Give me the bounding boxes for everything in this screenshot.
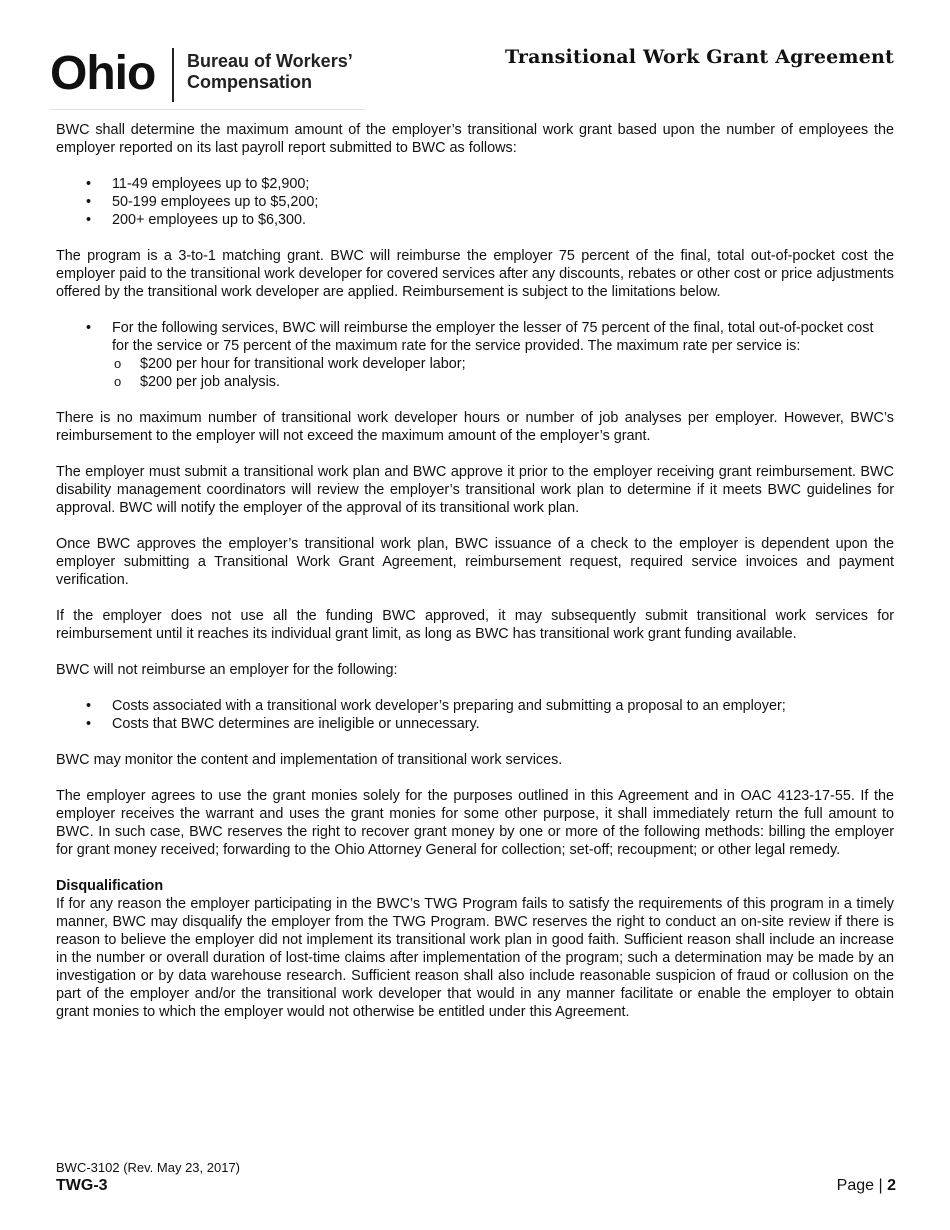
logo-ohio-wordmark: Ohio: [50, 47, 156, 100]
monitor-paragraph: BWC may monitor the content and implementation of transitional work services.: [56, 752, 563, 768]
work-plan-paragraph: The employer must submit a transitional work plan and BWC approve it prior to the employer receiving grant reimbursement. BWC disability management coordinators will review the employer’s transitional work plan to determine if it meets BWC guidelines for approval. BWC will notify the employer of the approval of its transitional work plan.: [56, 464, 894, 516]
logo-line-2: Compensation: [187, 72, 313, 92]
page-header: [0, 0, 950, 115]
disqualification-text: If for any reason the employer participating in the BWC’s TWG Program fails to satisfy the requirements of this program in a timely manner, BWC may disqualify the employer from the TWG Program. BWC reserves the right to conduct an on-site review if there is reason to believe the employer did not implement its transitional work plan in good faith. Sufficient reason shall include an increase in the number or overall duration of lost-time claims after implementation of the program; such a determination may be made by an investigation or by data warehouse research. Sufficient reason shall also include reasonable suspicion of fraud or collusion on the part of the employer and/or the transitional work developer that would in any manner facilitate or enable the employer to obtain grant monies to which the employer would not otherwise be entitled under this Agreement.: [56, 896, 894, 1020]
disqualification-heading: Disqualification: [56, 878, 164, 894]
ohio-bwc-logo: [50, 44, 365, 104]
exclusions-list: [56, 697, 894, 733]
document-title: Transitional Work Grant Agreement: [504, 46, 894, 68]
no-maximum-paragraph: There is no maximum number of transitional work developer hours or number of job analyses per employer. However, BWC’s reimbursement to the employer will not exceed the maximum amount of the employer’s grant.: [56, 410, 894, 444]
check-issuance-paragraph: Once BWC approves the employer’s transitional work plan, BWC issuance of a check to the employer is dependent upon the employer submitting a Transitional Work Grant Agreement, reimbursement request, required service invoices and payment verification.: [56, 536, 894, 588]
services-list: [56, 319, 894, 391]
exclusion-item: • Costs associated with a transitional work developer’s preparing and submitting a proposal to an employer;: [56, 697, 894, 715]
max-rate-list: [112, 355, 894, 391]
logo-agency-name: [187, 51, 353, 93]
grant-use-paragraph: The employer agrees to use the grant monies solely for the purposes outlined in this Agreement and in OAC 4123-17-55. If the employer receives the warrant and uses the grant monies for some other purpose, it shall immediately return the full amount to BWC. In such case, BWC reserves the right to recover grant money by one or more of the following methods: billing the employer for grant money received; forwarding to the Ohio Attorney General for collection; set-off; recoupment; or other legal remedy.: [56, 788, 894, 858]
max-rate-item: o $200 per hour for transitional work developer labor;: [112, 355, 894, 373]
grant-tier-item: • 50-199 employees up to $5,200;: [56, 193, 894, 211]
document-body: [56, 121, 894, 1021]
exclusion-item: • Costs that BWC determines are ineligible or unnecessary.: [56, 715, 894, 733]
page-indicator: [837, 1177, 896, 1195]
page-number: 2: [887, 1177, 896, 1194]
form-code: TWG-3: [56, 1177, 108, 1194]
max-rate-item: o $200 per job analysis.: [112, 373, 894, 391]
services-text: For the following services, BWC will reimburse the employer the lesser of 75 percent of the final, total out-of-pocket cost for the service or 75 percent of the maximum rate for the service provided. The maximum rate per service is:: [112, 320, 874, 354]
grant-tier-item: • 11-49 employees up to $2,900;: [56, 175, 894, 193]
page-label: Page |: [836, 1177, 888, 1194]
services-item: [56, 319, 894, 391]
logo-line-1: Bureau of Workers’: [187, 51, 353, 71]
intro-paragraph: BWC shall determine the maximum amount of the employer’s transitional work grant based upon the number of employees the employer reported on its last payroll report submitted to BWC as follows:: [56, 122, 894, 156]
logo-divider: [172, 48, 174, 102]
grant-tier-item: • 200+ employees up to $6,300.: [56, 211, 894, 229]
form-number: BWC-3102 (Rev. May 23, 2017): [56, 1160, 240, 1175]
grant-tier-list: [56, 175, 894, 229]
funding-paragraph: If the employer does not use all the funding BWC approved, it may subsequently submit transitional work services for reimbursement until it reaches its individual grant limit, as long as BWC has transitional work grant funding available.: [56, 608, 894, 642]
not-reimburse-paragraph: BWC will not reimburse an employer for the following:: [56, 662, 398, 678]
disqualification-section: [56, 877, 894, 1021]
header-rule: [50, 109, 365, 110]
matching-grant-paragraph: The program is a 3-to-1 matching grant. BWC will reimburse the employer 75 percent of the final, total out-of-pocket cost the employer paid to the transitional work developer for covered services after any discounts, rebates or other cost or price adjustments offered by the transitional work developer are applied. Reimbursement is subject to the limitations below.: [56, 248, 894, 300]
